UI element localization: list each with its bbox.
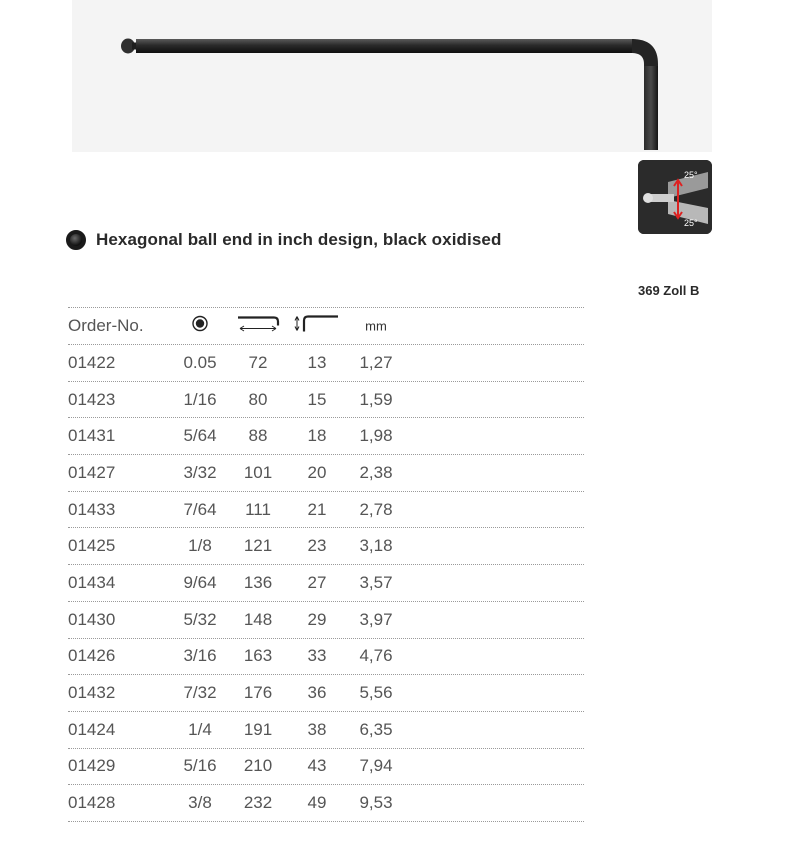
long-arm-cell: 148 [243, 609, 273, 629]
size-inch-cell: 1/4 [188, 719, 212, 739]
short-arm-length-icon [294, 314, 340, 339]
angle-diagram [638, 160, 712, 234]
long-arm-cell: 176 [243, 683, 273, 703]
size-mm-cell: 4,76 [359, 646, 393, 666]
order-no-cell: 01430 [68, 609, 116, 629]
short-arm-cell: 33 [307, 646, 327, 666]
size-inch-cell: 3/16 [183, 646, 217, 666]
table-row [68, 712, 584, 749]
short-arm-cell: 18 [307, 426, 327, 446]
short-arm-cell: 38 [307, 719, 327, 739]
table-row [68, 418, 584, 455]
table-row [68, 675, 584, 712]
header-order-no: Order-No. [68, 316, 144, 335]
table-row [68, 749, 584, 786]
long-arm-cell: 101 [243, 462, 273, 482]
order-no-cell: 01425 [68, 536, 116, 556]
size-inch-cell: 5/32 [183, 609, 217, 629]
size-mm-cell: 3,97 [359, 609, 393, 629]
size-inch-cell: 3/8 [188, 793, 212, 813]
long-arm-cell: 210 [243, 756, 273, 776]
table-row [68, 455, 584, 492]
size-inch-cell: 9/64 [183, 572, 217, 592]
size-inch-cell: 3/32 [183, 462, 217, 482]
size-inch-cell: 0.05 [183, 352, 217, 372]
short-arm-cell: 43 [307, 756, 327, 776]
short-arm-cell: 13 [307, 352, 327, 372]
long-arm-cell: 191 [243, 719, 273, 739]
table-row [68, 639, 584, 676]
table-row [68, 382, 584, 419]
size-inch-cell: 5/64 [183, 426, 217, 446]
size-mm-cell: 1,59 [359, 389, 393, 409]
order-no-cell: 01429 [68, 756, 116, 776]
short-arm-cell: 49 [307, 793, 327, 813]
short-arm-cell: 20 [307, 462, 327, 482]
table-header [68, 307, 584, 345]
size-mm-cell: 1,98 [359, 426, 393, 446]
order-no-cell: 01426 [68, 646, 116, 666]
short-arm-cell: 15 [307, 389, 327, 409]
table-row [68, 565, 584, 602]
heading-text: Hexagonal ball end in inch design, black oxidised [96, 230, 502, 249]
size-mm-cell: 7,94 [359, 756, 393, 776]
size-mm-cell: 6,35 [359, 719, 393, 739]
size-inch-cell: 1/16 [183, 389, 217, 409]
order-no-cell: 01424 [68, 719, 116, 739]
size-mm-cell: 5,56 [359, 683, 393, 703]
short-arm-cell: 23 [307, 536, 327, 556]
long-arm-cell: 111 [245, 499, 271, 519]
table-row [68, 492, 584, 529]
long-arm-cell: 80 [248, 389, 268, 409]
header-mm: mm [365, 318, 387, 334]
long-arm-cell: 232 [243, 793, 273, 813]
size-mm-cell: 3,57 [359, 572, 393, 592]
short-arm-cell: 29 [307, 609, 327, 629]
ball-end-icon [192, 316, 208, 337]
series-label: 369 Zoll B [638, 283, 700, 298]
long-arm-length-icon [236, 314, 280, 339]
size-mm-cell: 9,53 [359, 793, 393, 813]
size-mm-cell: 2,38 [359, 462, 393, 482]
short-arm-cell: 21 [307, 499, 327, 519]
table-row [68, 785, 584, 822]
product-heading [66, 230, 501, 250]
table-row [68, 345, 584, 382]
size-inch-cell: 7/32 [183, 683, 217, 703]
size-mm-cell: 1,27 [359, 352, 393, 372]
order-no-cell: 01431 [68, 426, 116, 446]
table-row [68, 528, 584, 565]
size-inch-cell: 1/8 [188, 536, 212, 556]
size-inch-cell: 5/16 [183, 756, 217, 776]
order-no-cell: 01432 [68, 683, 116, 703]
size-mm-cell: 2,78 [359, 499, 393, 519]
order-no-cell: 01434 [68, 572, 116, 592]
ball-end-icon [66, 230, 86, 250]
long-arm-cell: 136 [243, 572, 273, 592]
short-arm-cell: 36 [307, 683, 327, 703]
hex-key-image [72, 0, 712, 152]
angle-25-icon [638, 160, 712, 234]
table-row [68, 602, 584, 639]
order-no-cell: 01428 [68, 793, 116, 813]
long-arm-cell: 88 [248, 426, 268, 446]
size-mm-cell: 3,18 [359, 536, 393, 556]
product-photo [72, 0, 712, 152]
order-no-cell: 01427 [68, 462, 116, 482]
long-arm-cell: 163 [243, 646, 273, 666]
short-arm-cell: 27 [307, 572, 327, 592]
order-no-cell: 01433 [68, 499, 116, 519]
size-inch-cell: 7/64 [183, 499, 217, 519]
order-no-cell: 01423 [68, 389, 116, 409]
long-arm-cell: 72 [248, 352, 268, 372]
order-no-cell: 01422 [68, 352, 116, 372]
product-table [68, 307, 584, 822]
angle-top-label: 25° [684, 170, 698, 180]
angle-bottom-label: 25° [684, 218, 698, 228]
long-arm-cell: 121 [243, 536, 273, 556]
